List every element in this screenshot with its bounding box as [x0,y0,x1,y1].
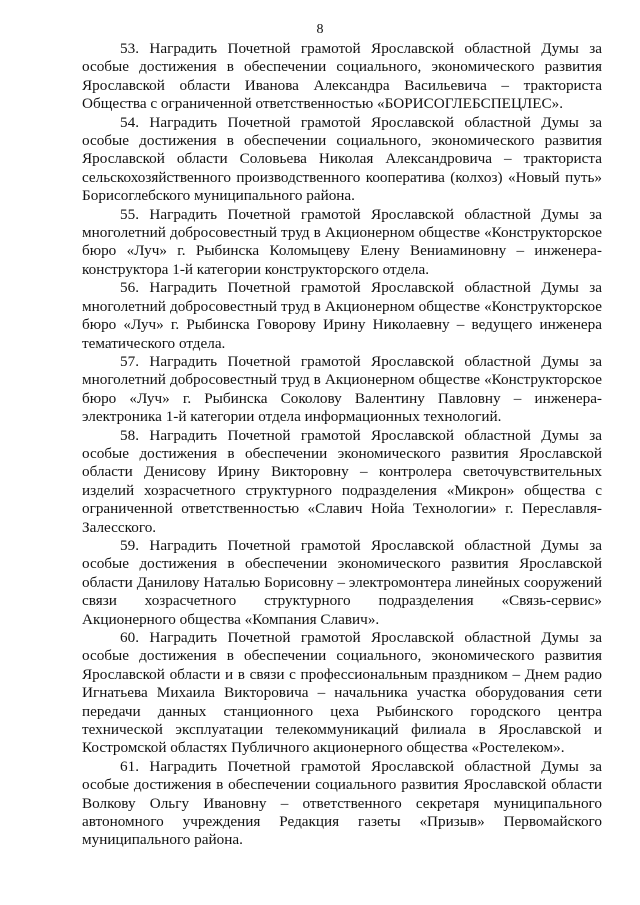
award-paragraph-59: 59. Наградить Почетной грамотой Ярославской областной Думы за особые достижения в обеспечении экономического развития Ярославской области Данилову Наталью Борисовну – электромонтера линейных сооружений связи хозрасчетного структурного подразделения «Связь-сервис» Акционерного общества «Компания Славич». [82,536,602,628]
award-paragraph-55: 55. Наградить Почетной грамотой Ярославской областной Думы за многолетний добросовестный труд в Акционерном обществе «Конструкторское бюро «Луч» г. Рыбинска Коломыцеву Елену Вениаминовну – инженера-конструктора 1-й категории конструкторского отдела. [82,205,602,278]
award-paragraph-58: 58. Наградить Почетной грамотой Ярославской областной Думы за особые достижения в обеспечении экономического развития Ярославской области Денисову Ирину Викторовну – контролера светочувствительных изделий хозрасчетного структурного подразделения «Микрон» общества с ограниченной ответственностью «Славич Нойа Технологии» г. Переславля-Залесского. [82,426,602,536]
award-paragraph-53: 53. Наградить Почетной грамотой Ярославской областной Думы за особые достижения в обеспечении социального, экономического развития Ярославской области Иванова Александра Васильевича – тракториста Общества с ограниченной ответственностью «БОРИСОГЛЕБСПЕЦЛЕС». [82,40,602,113]
award-paragraph-60: 60. Наградить Почетной грамотой Ярославской областной Думы за особые достижения в обеспечении социального, экономического развития Ярославской области и в связи с профессиональным праздником – Днем радио Игнатьева Михаила Викторовича – начальника участка оборудования сети передачи данных станционного цеха Рыбинского городского центра технической эксплуатации телекоммуникаций филиала в Ярославской и Костромской областях Публичного акционерного общества «Ростелеком». [82,629,602,757]
award-paragraph-54: 54. Наградить Почетной грамотой Ярославской областной Думы за особые достижения в обеспечении социального, экономического развития Ярославской области Соловьева Николая Александровича – тракториста сельскохозяйственного производственного кооператива (колхоз) «Новый путь» Борисоглебского муниципального района. [82,113,602,205]
award-paragraph-56: 56. Наградить Почетной грамотой Ярославской областной Думы за многолетний добросовестный труд в Акционерном обществе «Конструкторское бюро «Луч» г. Рыбинска Говорову Ирину Николаевну – ведущего инженера тематического отдела. [82,279,602,352]
document-body [82,40,602,850]
award-paragraph-57: 57. Наградить Почетной грамотой Ярославской областной Думы за многолетний добросовестный труд в Акционерном обществе «Конструкторское бюро «Луч» г. Рыбинска Соколову Валентину Павловну – инженера-электроника 1-й категории отдела информационных технологий. [82,352,602,426]
page-number: 8 [316,22,324,37]
award-paragraph-61: 61. Наградить Почетной грамотой Ярославской областной Думы за особые достижения в обеспечении социального развития Ярославской области Волкову Ольгу Ивановну – ответственного секретаря муниципального автономного учреждения Редакция газеты «Призыв» Первомайского муниципального района. [82,757,602,849]
